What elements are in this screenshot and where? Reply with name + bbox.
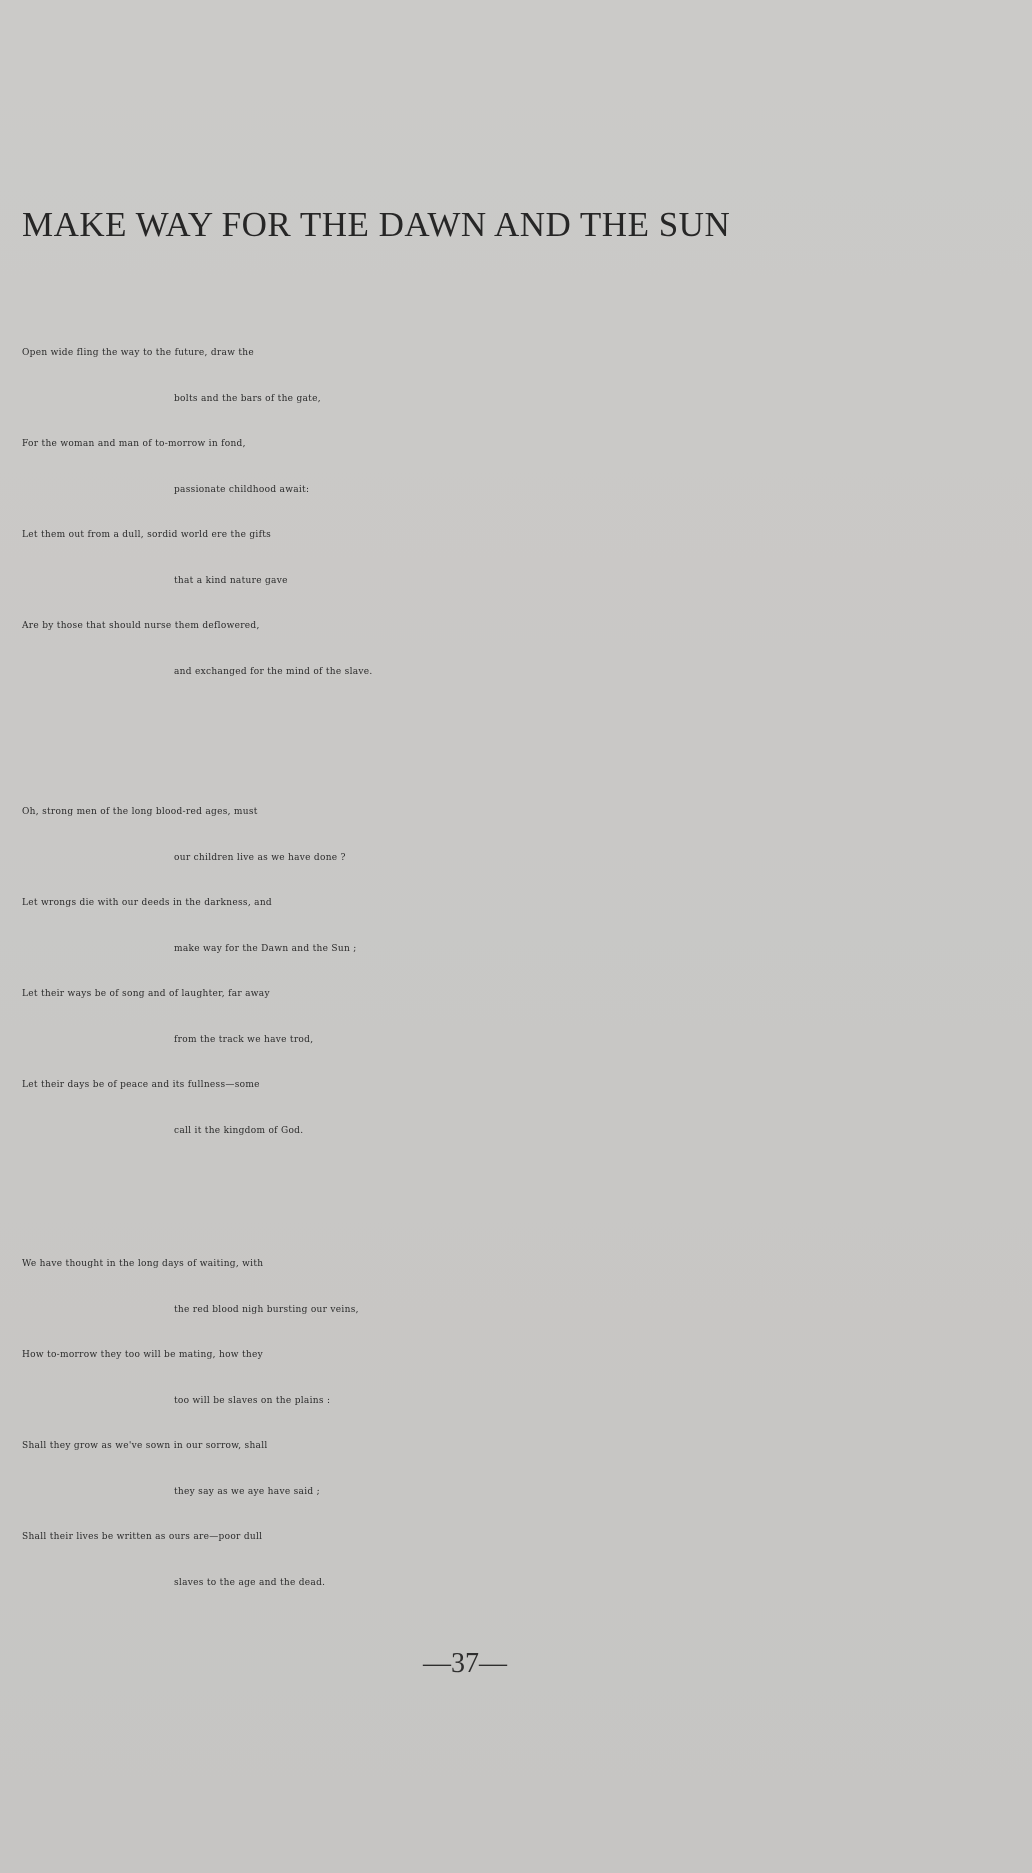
poem-line: our children live as we have done ?	[174, 852, 346, 863]
poem-line: Open wide fling the way to the future, draw the	[22, 348, 254, 358]
poem-line: Oh, strong men of the long blood-red ages, must	[22, 807, 258, 817]
poem-line: Are by those that should nurse them deflowered,	[22, 621, 260, 631]
poem-line: call it the kingdom of God.	[174, 1125, 304, 1136]
page-number: —37—	[423, 1648, 507, 1679]
poem-line: We have thought in the long days of waiting, with	[22, 1259, 264, 1269]
poem-line: make way for the Dawn and the Sun ;	[174, 943, 357, 954]
poem-line: passionate childhood await:	[174, 484, 310, 495]
poem-line: Let them out from a dull, sordid world ere the gifts	[22, 530, 272, 540]
poem-line: Shall they grow as we've sown in our sorrow, shall	[22, 1441, 268, 1451]
poem-line: Let their days be of peace and its fullness—some	[22, 1080, 260, 1090]
poem-line: that a kind nature gave	[174, 575, 288, 586]
poem-line: too will be slaves on the plains :	[174, 1395, 331, 1406]
poem-line: Let wrongs die with our deeds in the darkness, and	[22, 898, 272, 908]
poem-line: slaves to the age and the dead.	[174, 1577, 326, 1588]
poem-line: and exchanged for the mind of the slave.	[174, 666, 373, 677]
poem-title: MAKE WAY FOR THE DAWN AND THE SUN	[22, 205, 731, 244]
poem-line: from the track we have trod,	[174, 1034, 314, 1045]
stanza-1	[22, 331, 1022, 695]
poem-line: Let their ways be of song and of laughter, far away	[22, 989, 270, 999]
poem-line: bolts and the bars of the gate,	[174, 393, 321, 404]
poem-line: they say as we aye have said ;	[174, 1486, 320, 1497]
poem-line: Shall their lives be written as ours are—poor dull	[22, 1532, 263, 1542]
poem-line: the red blood nigh bursting our veins,	[174, 1304, 359, 1315]
poem-line: For the woman and man of to-morrow in fond,	[22, 439, 246, 449]
stanza-3	[22, 1242, 1022, 1606]
poem-line: How to-morrow they too will be mating, how they	[22, 1350, 263, 1360]
stanza-2	[22, 790, 1022, 1154]
